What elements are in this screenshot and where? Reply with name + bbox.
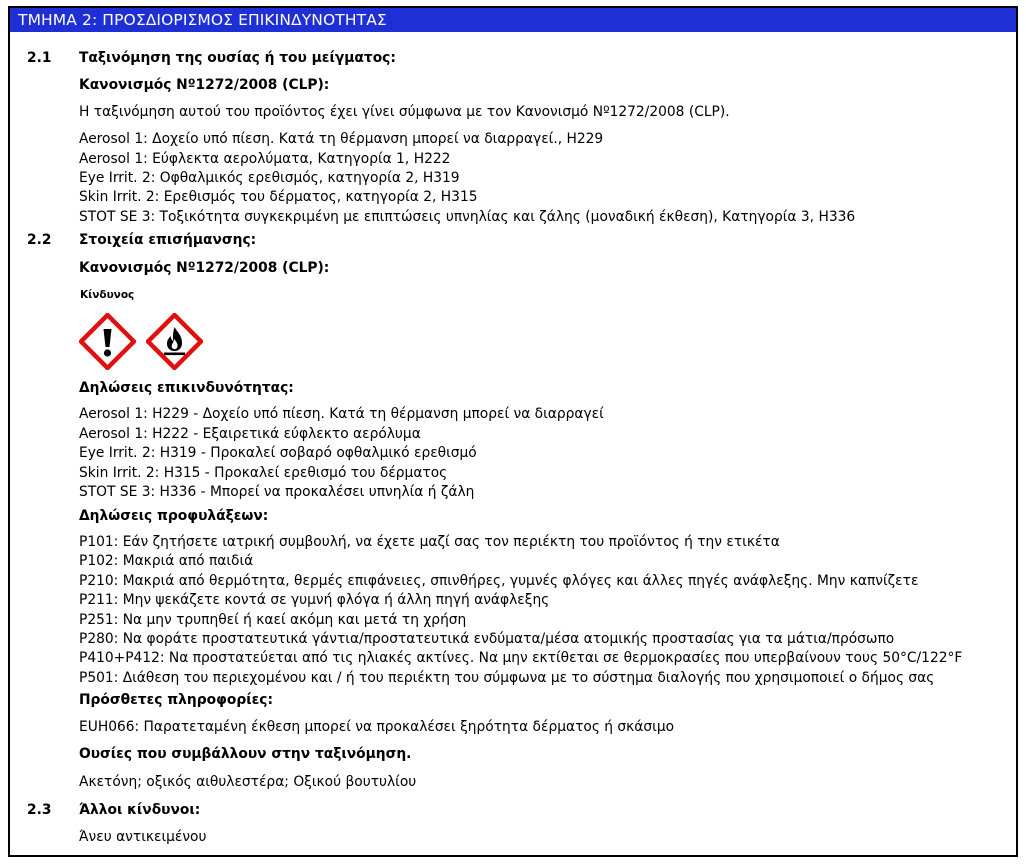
classification-intro: Η ταξινόμηση αυτού του προϊόντος έχει γίνει σύμφωνα με τον Κανονισμό Nº1272/2008 (CLP).	[79, 104, 730, 120]
classification-item: Aerosol 1: Δοχείο υπό πίεση. Κατά τη θέρμανση μπορεί να διαρραγεί., H229	[79, 131, 604, 147]
classification-item: STOT SE 3: Τοξικότητα συγκεκριμένη με επιπτώσεις υπνηλίας και ζάλης (μοναδική έκθεση), Κατηγορία 3, H336	[79, 209, 856, 225]
label-regulation-title: Κανονισμός Nº1272/2008 (CLP):	[79, 260, 330, 276]
classification-item: Skin Irrit. 2: Ερεθισμός του δέρματος, κατηγορία 2, H315	[79, 189, 478, 205]
precautionary-statements-title: Δηλώσεις προφυλάξεων:	[79, 508, 269, 524]
precautionary-statement-item: P211: Μην ψεκάζετε κοντά σε γυμνή φλόγα ή άλλη πηγή ανάφλεξης	[79, 592, 550, 608]
precautionary-statement-item: P280: Να φοράτε προστατευτικά γάντια/προστατευτικά ενδύματα/μέσα ατομικής προστασίας για τα μάτια/πρόσωπο	[79, 631, 895, 647]
section-2-1-number: 2.1	[27, 50, 52, 66]
hazard-statement-item: Eye Irrit. 2: H319 - Προκαλεί σοβαρό οφθαλμικό ερεθισμό	[79, 445, 477, 461]
contributing-substances-text: Ακετόνη; οξικός αιθυλεστέρα; Οξικού βουτυλίου	[79, 774, 417, 790]
clp-regulation-title: Κανονισμός Nº1272/2008 (CLP):	[79, 77, 330, 93]
precautionary-statement-item: P102: Μακριά από παιδιά	[79, 553, 254, 569]
section-header: ΤΜΗΜΑ 2: ΠΡΟΣΔΙΟΡΙΣΜΟΣ ΕΠΙΚΙΝΔΥΝΟΤΗΤΑΣ	[10, 8, 1016, 32]
additional-info-text: EUH066: Παρατεταμένη έκθεση μπορεί να προκαλέσει ξηρότητα δέρματος ή σκάσιμο	[79, 719, 675, 735]
hazard-statement-item: Aerosol 1: H222 - Εξαιρετικά εύφλεκτο αερόλυμα	[79, 426, 421, 442]
other-hazards-text: Άνευ αντικειμένου	[79, 829, 207, 845]
precautionary-statement-item: P410+P412: Να προστατεύεται από τις ηλιακές ακτίνες. Να μην εκτίθεται σε θερμοκρασίες που υπερβαίνουν τους 50°C/122°F	[79, 650, 963, 666]
section-2-2-title: Στοιχεία επισήμανσης:	[79, 232, 257, 248]
section-2-1-title: Ταξινόμηση της ουσίας ή του μείγματος:	[79, 50, 396, 66]
classification-item: Eye Irrit. 2: Οφθαλμικός ερεθισμός, κατηγορία 2, H319	[79, 170, 460, 186]
hazard-statement-item: Aerosol 1: H229 - Δοχείο υπό πίεση. Κατά τη θέρμανση μπορεί να διαρραγεί	[79, 406, 604, 422]
flame-icon	[146, 313, 203, 370]
section-2-3-number: 2.3	[27, 802, 52, 818]
precautionary-statement-item: P501: Διάθεση του περιεχομένου και / ή του περιέκτη του σύμφωνα με το σύστημα διαλογής που χρησιμοποιεί ο δήμος σας	[79, 670, 935, 686]
hazard-statement-item: STOT SE 3: H336 - Μπορεί να προκαλέσει υπνηλία ή ζάλη	[79, 484, 475, 500]
classification-item: Aerosol 1: Εύφλεκτα αερολύματα, Κατηγορία 1, H222	[79, 151, 451, 167]
signal-word: Κίνδυνος	[80, 289, 135, 301]
precautionary-statement-item: P101: Εάν ζητήσετε ιατρική συμβουλή, να έχετε μαζί σας τον περιέκτη του προϊόντος ή την ετικέτα	[79, 534, 780, 550]
section-2-2-number: 2.2	[27, 232, 52, 248]
hazard-statements-title: Δηλώσεις επικινδυνότητας:	[79, 380, 294, 396]
exclamation-mark-icon	[79, 313, 136, 370]
hazard-statement-item: Skin Irrit. 2: H315 - Προκαλεί ερεθισμό του δέρματος	[79, 465, 448, 481]
precautionary-statement-item: P210: Μακριά από θερμότητα, θερμές επιφάνειες, σπινθήρες, γυμνές φλόγες και άλλες πηγές ανάφλεξης. Μην καπνίζετε	[79, 573, 919, 589]
contributing-substances-title: Ουσίες που συμβάλλουν στην ταξινόμηση.	[79, 746, 412, 762]
precautionary-statement-item: P251: Να μην τρυπηθεί ή καεί ακόμη και μετά τη χρήση	[79, 612, 467, 628]
additional-info-title: Πρόσθετες πληροφορίες:	[79, 692, 273, 708]
section-2-3-title: Άλλοι κίνδυνοι:	[79, 802, 201, 818]
